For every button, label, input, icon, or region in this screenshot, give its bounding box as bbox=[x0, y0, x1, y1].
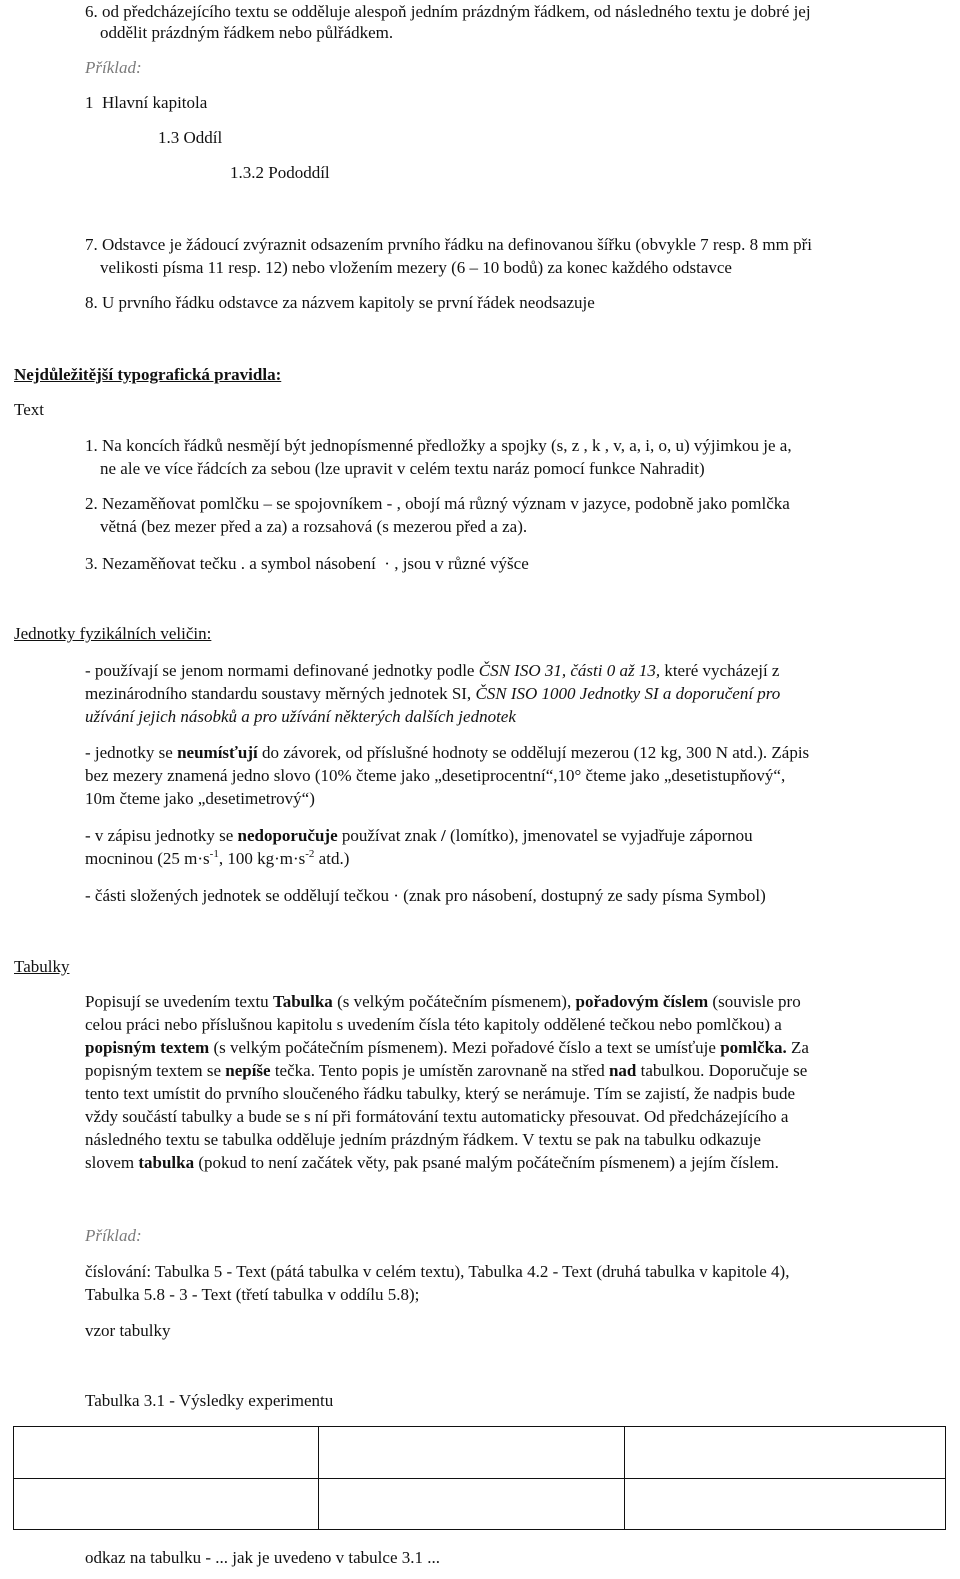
tables-heading: Tabulky bbox=[14, 957, 70, 976]
tables-example-label: Příklad: bbox=[85, 1226, 142, 1245]
tables-l1-a: Popisují se uvedením textu bbox=[85, 992, 273, 1011]
typography-heading: Nejdůležitější typografická pravidla: bbox=[14, 365, 282, 384]
tables-l1-bold-2: pořadovým číslem bbox=[575, 992, 709, 1011]
tables-l1-e: (souvisle pro bbox=[708, 992, 801, 1011]
tables-l4-c: tečka. Tento popis je umístěn zarovnaně na střed bbox=[270, 1061, 609, 1080]
units-paragraph-1 bbox=[85, 659, 950, 728]
item-7-line-1: 7. Odstavce je žádoucí zvýraznit odsazením prvního řádku na definovanou šířku (obvykle 7 resp. 8 mm při bbox=[85, 235, 813, 254]
table-reference: odkaz na tabulku - ... jak je uvedeno v tabulce 3.1 ... bbox=[85, 1548, 440, 1567]
rule-1-line-2: ne ale ve více řádcích za sebou (lze upravit v celém textu naráz pomocí funkce Nahradit) bbox=[100, 459, 705, 478]
tables-l8-c: (pokud to není začátek věty, pak psané malým počátečním písmenem) a jejím číslem. bbox=[194, 1153, 779, 1172]
sample-table bbox=[13, 1426, 946, 1530]
table-template-label: vzor tabulky bbox=[85, 1321, 171, 1340]
units-p2-text-d: bez mezery znamená jedno slovo (10% čteme jako „desetiprocentní“,10° čteme jako „desetistupňový“, bbox=[85, 766, 786, 785]
units-heading: Jednotky fyzikálních veličin: bbox=[14, 624, 212, 643]
units-p1-norm-ref: ČSN ISO 31, části 0 až 13, bbox=[478, 661, 661, 680]
units-p3-text-c: používat znak bbox=[337, 826, 442, 845]
units-p3-text-f: mocninou (25 m·s bbox=[85, 849, 210, 868]
units-p1-text-f: užívání jejich násobků a pro užívání některých dalších jednotek bbox=[85, 707, 516, 726]
units-p2-bold: neumísťují bbox=[177, 743, 258, 762]
tables-l7: následného textu se tabulka odděluje jedním prázdným řádkem. V textu se pak na tabulku odkazuje bbox=[85, 1130, 761, 1149]
text-subheading: Text bbox=[14, 400, 44, 419]
tables-l4-bold-1: nepíše bbox=[225, 1061, 271, 1080]
units-paragraph-2 bbox=[85, 741, 950, 810]
units-p2-text-a: - jednotky se bbox=[85, 743, 178, 762]
rule-2-line-2: větná (bez mezer před a za) a rozsahová (s mezerou před a za). bbox=[100, 517, 528, 536]
item-8: 8. U prvního řádku odstavce za názvem kapitoly se první řádek neodsazuje bbox=[85, 293, 595, 312]
item-6-line-1: 6. od předcházejícího textu se odděluje alespoň jedním prázdným řádkem, od následného textu je dobré jej bbox=[85, 2, 811, 21]
example-chapter: 1 Hlavní kapitola bbox=[85, 93, 208, 112]
units-p3-text-j: atd.) bbox=[314, 849, 350, 868]
table-cell bbox=[319, 1478, 625, 1530]
tables-l6: vždy součástí tabulky a bude se s ní při formátování textu automaticky přesouvat. Od předcházejícího a bbox=[85, 1107, 789, 1126]
table-cell bbox=[625, 1427, 946, 1479]
units-p1-norm-ref-2: ČSN ISO 1000 Jednotky SI a doporučení pro bbox=[475, 684, 781, 703]
units-p1-text-c: které vycházejí z bbox=[660, 661, 780, 680]
tables-l4-a: popisným textem se bbox=[85, 1061, 226, 1080]
units-p1-text-a: - používají se jenom normami definované jednotky podle bbox=[85, 661, 479, 680]
tables-l3-b: (s velkým počátečním písmenem). Mezi pořadové číslo a text se umísťuje bbox=[209, 1038, 721, 1057]
example-subsection: 1.3.2 Pododdíl bbox=[230, 163, 330, 182]
rule-2-line-1: 2. Nezaměňovat pomlčku – se spojovníkem - , obojí má různý význam v jazyce, podobně jako pomlčka bbox=[85, 494, 790, 513]
units-p3-text-e: (lomítko), jmenovatel se vyjadřuje zápornou bbox=[445, 826, 753, 845]
units-p3-exp-2: -2 bbox=[305, 848, 315, 860]
tables-l5: tento text umístit do prvního sloučeného řádku tabulky, který se nerámuje. Tím se zajistí, že nadpis bude bbox=[85, 1084, 796, 1103]
tables-l1-bold-1: Tabulka bbox=[272, 992, 333, 1011]
tables-l3-bold-1: popisným textem bbox=[85, 1038, 210, 1057]
units-p1-text-d: mezinárodního standardu soustavy měrných jednotek SI, bbox=[85, 684, 476, 703]
units-p3-bold: nedoporučuje bbox=[237, 826, 338, 845]
item-6-line-2: oddělit prázdným řádkem nebo půlřádkem. bbox=[100, 23, 394, 42]
tables-l2: celou práci nebo příslušnou kapitolu s uvedením čísla této kapitoly oddělené tečkou nebo pomlčkou) a bbox=[85, 1015, 782, 1034]
tables-l4-bold-2: nad bbox=[608, 1061, 637, 1080]
item-7-line-2: velikosti písma 11 resp. 12) nebo vložením mezery (6 – 10 bodů) za konec každého odstavce bbox=[100, 258, 732, 277]
tables-l4-e: tabulkou. Doporučuje se bbox=[636, 1061, 808, 1080]
tables-paragraph bbox=[85, 990, 950, 1174]
numbering-line-2: Tabulka 5.8 - 3 - Text (třetí tabulka v oddílu 5.8); bbox=[85, 1285, 420, 1304]
tables-l3-bold-2: pomlčka. bbox=[720, 1038, 787, 1057]
units-paragraph-4: - části složených jednotek se oddělují tečkou · (znak pro násobení, dostupný ze sady písma Symbol) bbox=[85, 886, 766, 905]
units-p3-text-a: - v zápisu jednotky se bbox=[85, 826, 238, 845]
tables-l3-d: Za bbox=[786, 1038, 809, 1057]
tables-l1-c: (s velkým počátečním písmenem), bbox=[332, 992, 576, 1011]
units-paragraph-3 bbox=[85, 824, 950, 870]
tables-l8-a: slovem bbox=[85, 1153, 139, 1172]
units-p2-text-e: 10m čteme jako „desetimetrový“) bbox=[85, 789, 315, 808]
table-cell bbox=[319, 1427, 625, 1479]
table-cell bbox=[14, 1478, 319, 1530]
numbering-line-1: číslování: Tabulka 5 - Text (pátá tabulka v celém textu), Tabulka 4.2 - Text (druhá tabulka v kapitole 4), bbox=[85, 1262, 790, 1281]
units-p3-text-h: , 100 kg·m·s bbox=[218, 849, 306, 868]
units-p3-exp-1: -1 bbox=[209, 848, 219, 860]
table-caption: Tabulka 3.1 - Výsledky experimentu bbox=[85, 1391, 334, 1410]
units-p3-slash: / bbox=[441, 826, 446, 845]
table-row bbox=[14, 1478, 946, 1530]
tables-l8-bold: tabulka bbox=[138, 1153, 195, 1172]
table-cell bbox=[625, 1478, 946, 1530]
units-p2-text-c: do závorek, od příslušné hodnoty se oddělují mezerou (12 kg, 300 N atd.). Zápis bbox=[257, 743, 810, 762]
table-cell bbox=[14, 1427, 319, 1479]
table-row bbox=[14, 1427, 946, 1479]
example-section: 1.3 Oddíl bbox=[158, 128, 223, 147]
example-label: Příklad: bbox=[85, 58, 142, 77]
rule-3: 3. Nezaměňovat tečku . a symbol násobení · , jsou v různé výšce bbox=[85, 554, 529, 573]
rule-1-line-1: 1. Na koncích řádků nesmějí být jednopísmenné předložky a spojky (s, z , k , v, a, i, o, u) výjimkou je a, bbox=[85, 436, 792, 455]
